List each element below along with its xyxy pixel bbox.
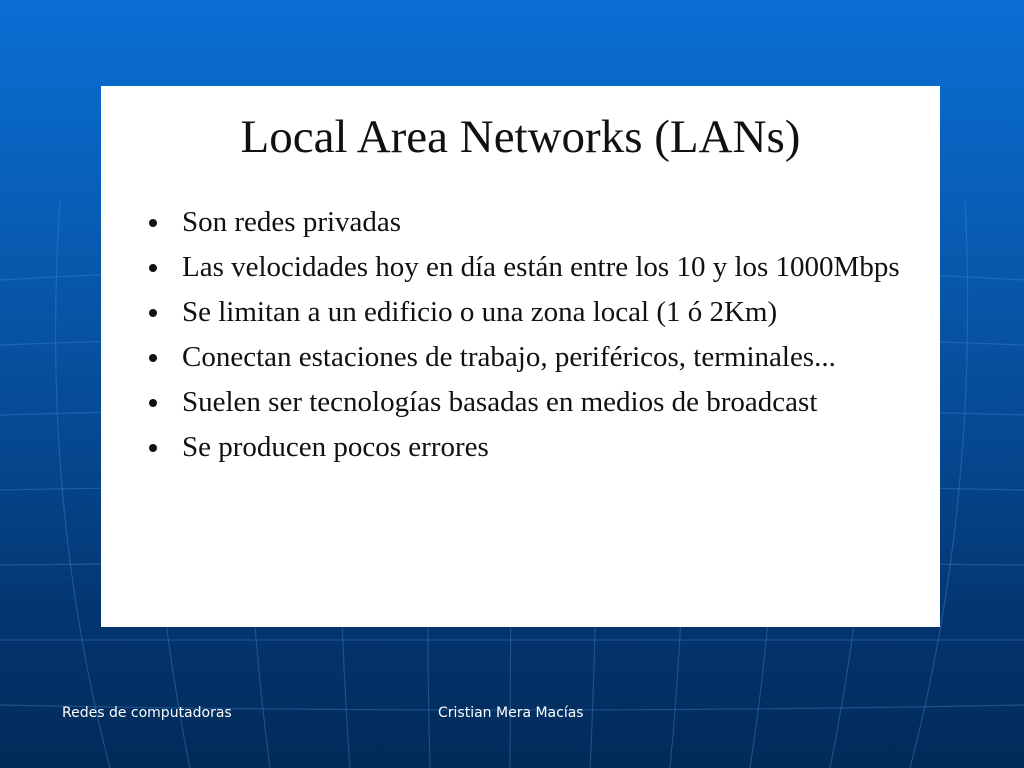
bullet-icon [149,399,157,407]
bullet-list [145,204,905,474]
bullet-item [145,339,905,376]
bullet-item [145,429,905,466]
bullet-icon [149,219,157,227]
bullet-item [145,384,905,421]
footer-author-name: Cristian Mera Macías [438,705,584,721]
bullet-item [145,249,905,286]
footer-course-name: Redes de computadoras [62,705,232,721]
bullet-item [145,294,905,331]
bullet-icon [149,309,157,317]
slide-title: Local Area Networks (LANs) [240,111,801,163]
bullet-icon [149,444,157,452]
bullet-item [145,204,905,241]
bullet-icon [149,354,157,362]
bullet-text: Suelen ser tecnologías basadas en medios de broadcast [182,386,818,418]
bullet-text: Las velocidades hoy en día están entre los 10 y los 1000Mbps [182,251,900,283]
bullet-icon [149,264,157,272]
content-card [101,86,940,627]
bullet-text: Se producen pocos errores [182,431,489,463]
bullet-text: Conectan estaciones de trabajo, periféricos, terminales... [182,341,836,373]
bullet-text: Son redes privadas [182,206,402,238]
bullet-text: Se limitan a un edificio o una zona local (1 ó 2Km) [182,296,778,328]
